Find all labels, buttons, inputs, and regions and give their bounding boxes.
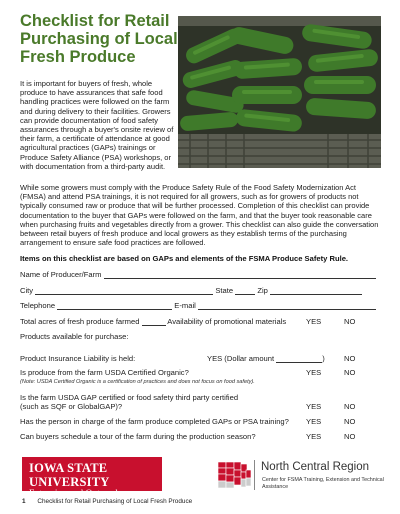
ncr-subtitle: Center for FSMA Training, Extension and Technical Assistance: [262, 477, 384, 490]
tour-label: Can buyers schedule a tour of the farm during the production season?: [20, 432, 256, 441]
zip-label: Zip: [257, 286, 268, 295]
organic-no[interactable]: NO: [344, 368, 356, 377]
cucumbers-photo: [178, 16, 381, 168]
state-field[interactable]: [235, 287, 255, 295]
north-central-region-map-icon: [218, 460, 252, 490]
gap-label-line2: (such as SQF or GlobalGAP)?: [20, 402, 123, 411]
organic-yes[interactable]: YES: [306, 368, 322, 377]
organic-label: Is produce from the farm USDA Certified Organic?: [20, 368, 189, 377]
insurance-yes-row: YES (Dollar amount ): [207, 354, 325, 363]
city-label: City: [20, 286, 34, 295]
insurance-label: Product Insurance Liability is held:: [20, 354, 136, 363]
promo-no[interactable]: NO: [344, 317, 356, 326]
city-field[interactable]: [35, 287, 213, 295]
gap-label-line1: Is the farm USDA GAP certified or food safety third party certified: [20, 393, 239, 402]
telephone-label: Telephone: [20, 301, 56, 310]
organic-note: (Note: USDA Certified Organic is a certification of practices and does not focus on food safety).: [20, 379, 255, 385]
acres-label: Total acres of fresh produce farmed: [20, 317, 140, 326]
address-row: [20, 286, 382, 295]
producer-field[interactable]: [104, 271, 376, 279]
isu-name: IOWA STATE UNIVERSITY: [29, 461, 110, 489]
gap-no[interactable]: NO: [344, 402, 356, 411]
producer-label: Name of Producer/Farm: [20, 270, 102, 279]
dollar-amount-field[interactable]: [276, 355, 322, 363]
promo-label: Availability of promotional materials: [167, 317, 287, 326]
promo-yes[interactable]: YES: [306, 317, 322, 326]
page-number: 1: [22, 498, 26, 505]
training-no[interactable]: NO: [344, 417, 356, 426]
tour-yes[interactable]: YES: [306, 432, 322, 441]
ncr-name: North Central Region: [261, 461, 370, 473]
isu-extension: Extension and Outreach: [29, 489, 121, 499]
acres-field[interactable]: [142, 318, 166, 326]
state-label: State: [215, 286, 234, 295]
tour-no[interactable]: NO: [344, 432, 356, 441]
intro-paragraph: It is important for buyers of fresh, whole produce to have assurances that safe food handling practices were followed on the farm and during delivery to their facilities. Growers can provide documentation of food safety assurances through a buyer's onsite review of their farm, a certificate of attendance at good agricultural practices (GAPs) trainings or Produce Safety Alliance (PSA) workshops, or with documentation from a third-party audit.: [20, 79, 174, 171]
email-label: E-mail: [174, 301, 196, 310]
page-footer: [22, 498, 192, 505]
insurance-no[interactable]: NO: [344, 354, 356, 363]
isu-logo: [22, 457, 162, 499]
acres-row: [20, 317, 382, 326]
producer-row: [20, 270, 382, 279]
checklist-heading: Items on this checklist are based on GAPs and elements of the FSMA Produce Safety Rule.: [20, 254, 349, 263]
products-label: Products available for purchase:: [20, 332, 129, 341]
cucumbers-illustration: [178, 16, 381, 168]
zip-field[interactable]: [270, 287, 362, 295]
contact-row: [20, 301, 382, 310]
training-label: Has the person in charge of the farm produce completed GAPs or PSA training?: [20, 417, 289, 426]
telephone-field[interactable]: [57, 302, 172, 310]
training-yes[interactable]: YES: [306, 417, 322, 426]
footer-title: Checklist for Retail Purchasing of Local Fresh Produce: [37, 498, 193, 505]
insurance-yes[interactable]: YES (Dollar amount: [207, 354, 275, 363]
gap-yes[interactable]: YES: [306, 402, 322, 411]
body-paragraph: While some growers must comply with the Produce Safety Rule of the Food Safety Modernization Act (FMSA) and attend PSA trainings, it is not required for all growers, such as for growers of products not typically consumed raw or produce that will be further processed. Completion of this checklist can provide documentation to the buyer that GAPs were followed on the farm, and that the buyer took reasonable care when purchasing fruits and vegetables directly from a grower. This checklist can also guide the conversation between retail buyers of fresh produce and local growers as they establish terms of the purchasing arrangement to ensure safe food practices are followed.: [20, 183, 379, 248]
footer-divider: [254, 460, 255, 490]
email-field[interactable]: [198, 302, 376, 310]
page-title: Checklist for Retail Purchasing of Local Fresh Produce: [20, 12, 178, 66]
